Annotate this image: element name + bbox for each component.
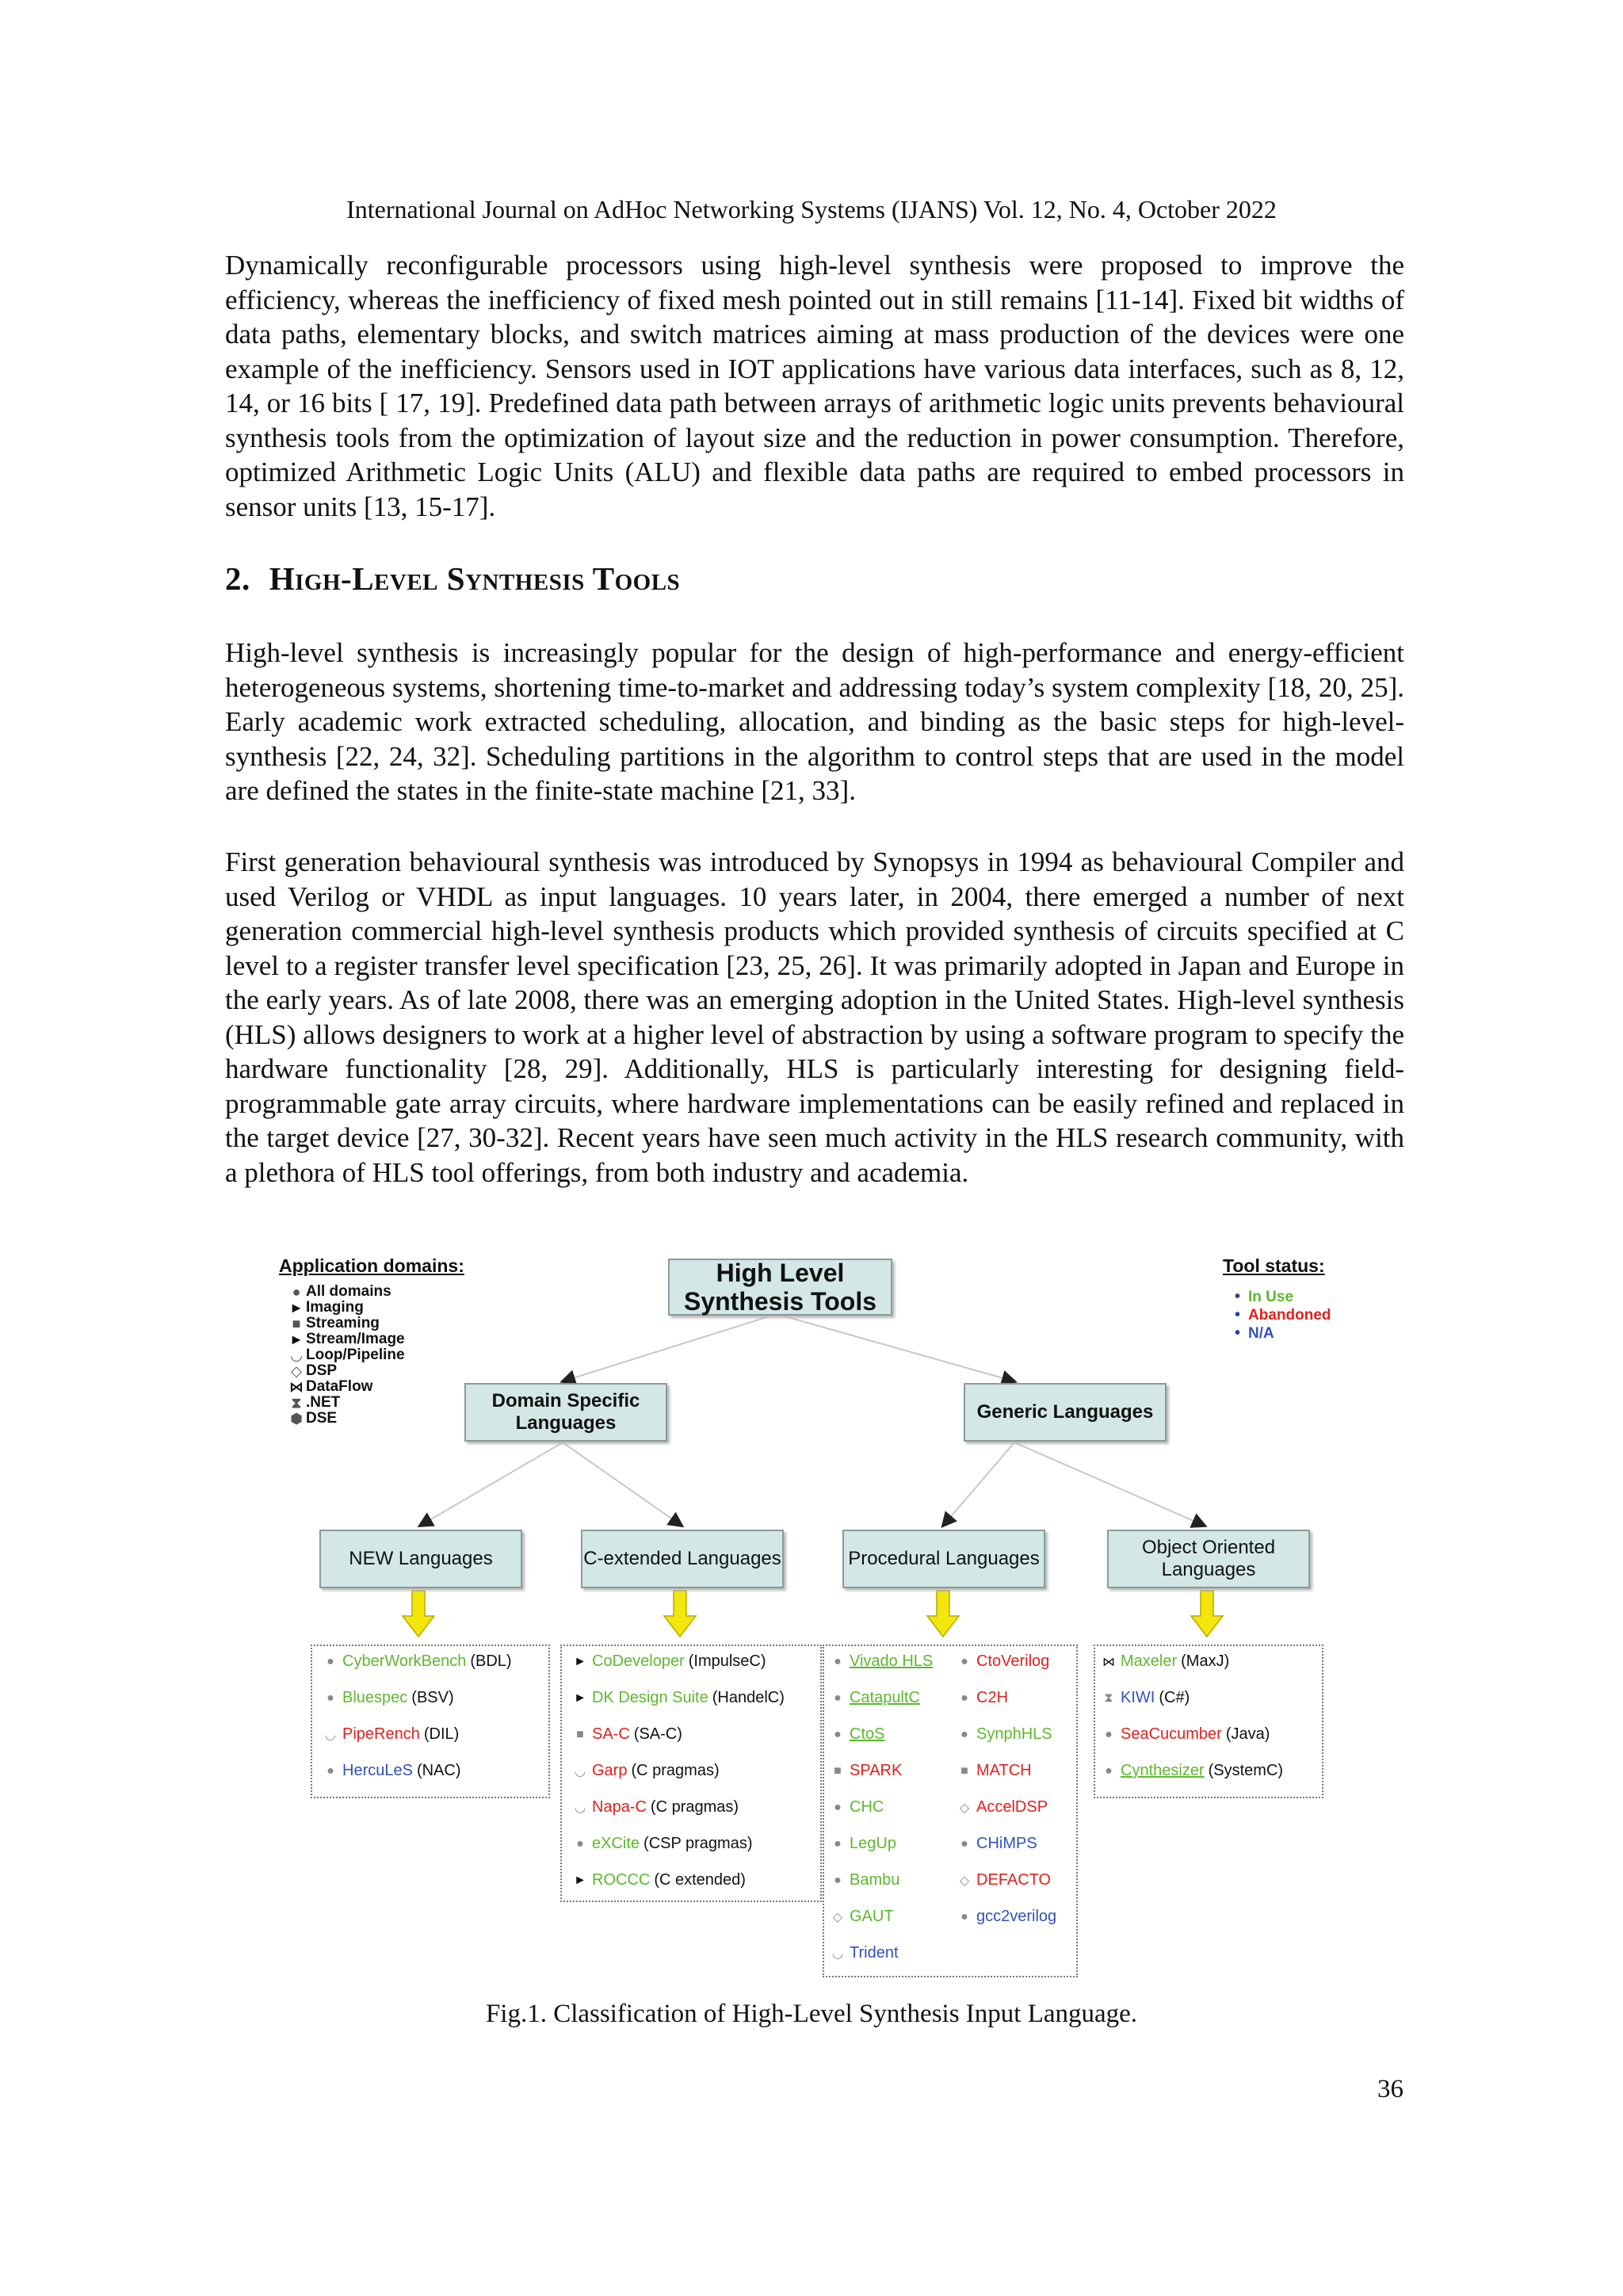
legend-item: ⬢ DSE xyxy=(287,1411,405,1427)
legend-item: ⧗ .NET xyxy=(287,1395,405,1411)
legend-item: ◡ Loop/Pipeline xyxy=(287,1347,405,1363)
all-domains-icon: ● xyxy=(292,1284,301,1300)
paragraph-hls-history: First generation behavioural synthesis was introduced by Synopsys in 1994 as behavioural Compiler and used Verilog or VHDL as input languages. 10 years later, in 2004, there emerged a number of next generation commercial high-level synthesis products which provided synthesis of circuits specified at C level to a register transfer level specification [23, 25, 26]. It was primarily adopted in Japan and Europe in the early years. As of late 2008, there was an emerging adoption in the United States. High-level synthesis (HLS) allows designers to work at a higher level of abstraction by using a software program to specify the hardware functionality [28, 29]. Additionally, HLS is particularly interesting for designing field-programmable gate array circuits, where hardware implementations can be easily refined and replaced in the target device [27, 30-32]. Recent years have seen much activity in the HLS research community, with a plethora of HLS tool offerings, from both industry and academia. xyxy=(225,846,1404,1188)
tool-entry: ⧗ KIWI (C#) xyxy=(1100,1689,1190,1707)
all-domains-icon: ● xyxy=(1105,1727,1113,1741)
legend-item: ■ Streaming xyxy=(287,1316,405,1331)
all-domains-icon: ● xyxy=(1105,1763,1113,1778)
loop-pipeline-icon: ◡ xyxy=(575,1801,586,1815)
oo-tools-box xyxy=(1094,1645,1323,1798)
dataflow-icon: ⋈ xyxy=(1102,1655,1115,1669)
root-node: High Level Synthesis Tools xyxy=(668,1259,892,1316)
legend-item: ► Stream/Image xyxy=(287,1331,405,1347)
tool-entry: ● CtoVerilog xyxy=(956,1652,1053,1671)
imaging-icon: ► xyxy=(574,1873,586,1887)
tool-entry: ● CtoS xyxy=(829,1725,888,1744)
tool-entry: ● gcc2verilog xyxy=(956,1908,1060,1926)
imaging-icon: ► xyxy=(574,1690,586,1705)
paragraph-intro: Dynamically reconfigurable processors using high-level synthesis were proposed to improve the efficiency, whereas the inefficiency of fixed mesh pointed out in still remains [11-14]. Fixed bit widths of data paths, elementary blocks, and switch matrices aiming at mass production of the devices were one example of the inefficiency. Sensors used in IOT applications have various data interfaces, such as 8, 12, 14, or 16 bits [ 17, 19]. Predefined data path between arrays of arithmetic logic units prevents behavioural synthesis tools from the optimization of layout size and the reduction in power consumption. Therefore, optimized Arithmetic Logic Units (ALU) and flexible data paths are required to embed processors in sensor units [13, 15-17]. xyxy=(225,250,1404,522)
legend-item: ◇ DSP xyxy=(287,1363,405,1379)
domain-specific-node: Domain Specific Languages xyxy=(464,1383,667,1442)
all-domains-icon: ● xyxy=(960,1654,968,1668)
all-domains-icon: ● xyxy=(834,1836,842,1851)
tool-entry: ■ SA-C (SA-C) xyxy=(571,1725,682,1744)
tool-entry: ● C2H xyxy=(956,1689,1012,1707)
dsp-icon: ◇ xyxy=(959,1874,970,1888)
tool-entry: ◡ Garp (C pragmas) xyxy=(571,1762,720,1780)
all-domains-icon: ● xyxy=(834,1873,842,1887)
loop-pipeline-icon: ◡ xyxy=(575,1764,586,1778)
procedural-node: Procedural Languages xyxy=(842,1530,1045,1588)
dotnet-icon: ⧗ xyxy=(291,1395,302,1411)
tool-entry: ► DK Design Suite (HandelC) xyxy=(571,1689,785,1707)
dsp-icon: ◇ xyxy=(832,1910,843,1924)
dsp-icon: ◇ xyxy=(959,1801,970,1815)
tool-entry: ◇ AccelDSP xyxy=(956,1798,1052,1817)
tool-entry: ● SynphHLS xyxy=(956,1725,1056,1744)
dsp-icon: ◇ xyxy=(291,1363,302,1379)
dataflow-icon: ⋈ xyxy=(289,1379,304,1395)
streaming-icon: ■ xyxy=(834,1763,842,1778)
all-domains-icon: ● xyxy=(960,1836,968,1851)
all-domains-icon: ● xyxy=(576,1836,584,1851)
status-na: • N/A xyxy=(1235,1324,1331,1343)
all-domains-icon: ● xyxy=(834,1654,842,1668)
tool-entry: ● Bluespec (BSV) xyxy=(322,1689,454,1707)
section-heading xyxy=(225,560,680,598)
all-domains-icon: ● xyxy=(834,1800,842,1814)
new-languages-node: NEW Languages xyxy=(319,1530,522,1588)
legend-list xyxy=(287,1284,405,1427)
tool-entry: ► CoDeveloper (ImpulseC) xyxy=(571,1652,766,1671)
tool-entry: ◡ PipeRench (DIL) xyxy=(322,1725,459,1744)
tool-entry: ● Vivado HLS xyxy=(829,1652,937,1671)
legend-title: Application domains: xyxy=(279,1255,464,1276)
paragraph-hls-popularity: High-level synthesis is increasingly popular for the design of high-performance and energy-efficient heterogeneous systems, shortening time-to-market and addressing today’s system complexity [18, 20, 25]. Early academic work extracted scheduling, allocation, and binding as the basic steps for high-level-synthesis [22, 24, 32]. Scheduling partitions in the algorithm to control steps that are used in the model are defined the states in the finite-state machine [21, 33]. xyxy=(225,637,1404,806)
imaging-icon: ► xyxy=(289,1300,304,1316)
dotnet-icon: ⧗ xyxy=(1104,1690,1113,1705)
legend-item: ● All domains xyxy=(287,1284,405,1300)
loop-pipeline-icon: ◡ xyxy=(291,1347,302,1363)
tool-entry: ⋈ Maxeler (MaxJ) xyxy=(1100,1652,1229,1671)
hls-classification-figure xyxy=(269,1248,1347,1977)
stream-image-icon: ► xyxy=(289,1331,304,1347)
c-extended-node: C-extended Languages xyxy=(581,1530,784,1588)
tool-entry: ● Bambu xyxy=(829,1871,903,1889)
section-title: High-Level Synthesis Tools xyxy=(269,560,681,597)
streaming-icon: ■ xyxy=(576,1727,584,1741)
tool-entry: ● CHiMPS xyxy=(956,1835,1041,1853)
tool-entry: ● CHC xyxy=(829,1798,888,1817)
tool-entry: ● eXCite (CSP pragmas) xyxy=(571,1835,752,1853)
all-domains-icon: ● xyxy=(834,1690,842,1705)
object-oriented-node: Object Oriented Languages xyxy=(1107,1530,1310,1588)
tool-entry: ► ROCCC (C extended) xyxy=(571,1871,746,1889)
tool-entry: ● CatapultC xyxy=(829,1689,924,1707)
generic-node: Generic Languages xyxy=(964,1383,1167,1442)
tool-entry: ● Cynthesizer (SystemC) xyxy=(1100,1762,1283,1780)
stream-image-icon: ► xyxy=(574,1654,586,1668)
all-domains-icon: ● xyxy=(327,1654,334,1668)
tool-entry: ◇ DEFACTO xyxy=(956,1871,1055,1889)
tool-entry: ◇ GAUT xyxy=(829,1908,898,1926)
tool-entry: ● LegUp xyxy=(829,1835,900,1853)
status-list xyxy=(1235,1288,1331,1343)
loop-pipeline-icon: ◡ xyxy=(325,1728,336,1742)
status-title: Tool status: xyxy=(1223,1255,1325,1276)
figure-caption: Fig.1. Classification of High-Level Synthesis Input Language. xyxy=(485,2000,1138,2028)
tool-entry: ◡ Napa-C (C pragmas) xyxy=(571,1798,739,1817)
tool-entry: ■ MATCH xyxy=(956,1762,1036,1780)
tool-entry: ● CyberWorkBench (BDL) xyxy=(322,1652,512,1671)
tool-entry: ◡ Trident xyxy=(829,1944,903,1962)
status-in-use: • In Use xyxy=(1235,1288,1331,1306)
procedural-tools-box xyxy=(823,1645,1078,1977)
c-extended-tools-box xyxy=(560,1645,822,1902)
running-header: International Journal on AdHoc Networking Systems (IJANS) Vol. 12, No. 4, October 2022 xyxy=(346,195,1277,223)
all-domains-icon: ● xyxy=(834,1727,842,1741)
streaming-icon: ■ xyxy=(960,1763,968,1778)
streaming-icon: ■ xyxy=(292,1316,301,1331)
all-domains-icon: ● xyxy=(960,1909,968,1924)
status-abandoned: • Abandoned xyxy=(1235,1306,1331,1324)
all-domains-icon: ● xyxy=(327,1763,334,1778)
tool-entry: ■ SPARK xyxy=(829,1762,906,1780)
legend-item: ⋈ DataFlow xyxy=(287,1379,405,1395)
section-number: 2. xyxy=(225,560,250,597)
tool-entry: ● HercuLeS (NAC) xyxy=(322,1762,460,1780)
new-tools-box xyxy=(311,1645,550,1798)
page-number: 36 xyxy=(1377,2075,1403,2103)
all-domains-icon: ● xyxy=(960,1690,968,1705)
all-domains-icon: ● xyxy=(327,1690,334,1705)
loop-pipeline-icon: ◡ xyxy=(832,1946,843,1961)
tool-entry: ● SeaCucumber (Java) xyxy=(1100,1725,1270,1744)
dse-icon: ⬢ xyxy=(290,1411,303,1427)
legend-item: ► Imaging xyxy=(287,1300,405,1316)
all-domains-icon: ● xyxy=(960,1727,968,1741)
